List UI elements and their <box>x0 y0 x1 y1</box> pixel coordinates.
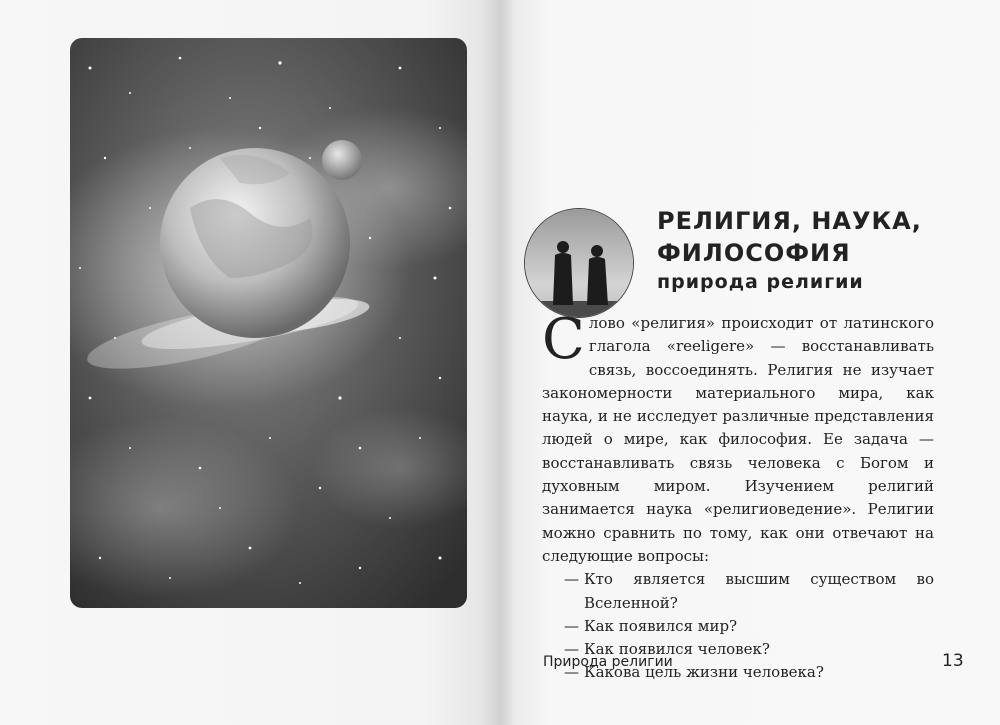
intro-paragraph <box>542 307 934 568</box>
list-item: — Кто является высшим существом во Вселенной? <box>564 568 934 615</box>
drop-cap: С <box>542 307 585 372</box>
running-footer: Природа религии <box>543 654 673 670</box>
paragraph-text: лово «религия» происходит от латинского глагола «reeligere» — восстанавливать связь, воссоединять. Религия не изучает закономерности материального мира, как наука, и не исследует различные представления людей о мире, как философия. Ее задача — восстанавливать связь человека с Богом и духовным миром. Изучением религий занимается наука «религиоведение». Религии можно сравнить по тому, как они отвечают на следующие вопросы: <box>542 314 934 565</box>
section-heading: РЕЛИГИЯ, НАУКА, ФИЛОСОФИЯ <box>657 207 922 267</box>
body-text <box>542 307 934 685</box>
list-item: — Как появился человек? <box>564 638 934 661</box>
list-item: — Какова цель жизни человека? <box>564 661 934 684</box>
planet-in-hand-space-illustration <box>70 38 467 608</box>
page-number: 13 <box>942 651 964 671</box>
list-item: — Как появился мир? <box>564 615 934 638</box>
two-figures-silhouette-photo <box>524 208 634 318</box>
section-subheading: природа религии <box>657 271 864 293</box>
